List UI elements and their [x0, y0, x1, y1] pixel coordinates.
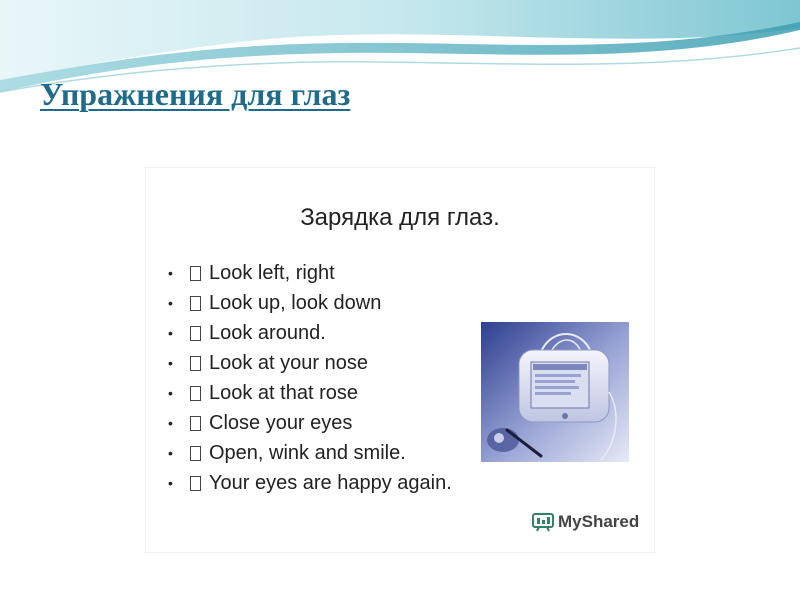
list-item-text: Close your eyes: [209, 412, 353, 434]
list-item-text: Look up, look down: [209, 292, 382, 314]
box-icon: [190, 386, 201, 401]
list-item: [168, 468, 452, 498]
list-item-text: Open, wink and smile.: [209, 442, 406, 464]
box-icon: [190, 416, 201, 431]
bullet-glyph: •: [168, 355, 173, 371]
bullet-glyph: •: [168, 475, 173, 491]
panel-heading: Зарядка для глаз.: [300, 204, 500, 231]
slide-title: Упражнения для глаз: [40, 76, 351, 112]
list-item: [168, 318, 452, 348]
list-item-text: Look around.: [209, 322, 326, 344]
box-icon: [190, 446, 201, 461]
list-item-text: Look at that rose: [209, 382, 358, 404]
myshared-logo-icon: [532, 512, 554, 532]
bullet-glyph: •: [168, 265, 173, 281]
box-icon: [190, 326, 201, 341]
list-item: [168, 438, 452, 468]
list-item: [168, 408, 452, 438]
bullet-glyph: •: [168, 415, 173, 431]
list-item: [168, 258, 452, 288]
box-icon: [190, 356, 201, 371]
watermark-logo: [532, 512, 639, 532]
bullet-glyph: •: [168, 445, 173, 461]
box-icon: [190, 476, 201, 491]
list-item: [168, 288, 452, 318]
box-icon: [190, 296, 201, 311]
bullet-glyph: •: [168, 295, 173, 311]
bullet-glyph: •: [168, 385, 173, 401]
list-item: [168, 348, 452, 378]
exercise-image-panel: [145, 167, 655, 553]
box-icon: [190, 266, 201, 281]
list-item-text: Look left, right: [209, 262, 335, 284]
list-item: [168, 378, 452, 408]
bullet-glyph: •: [168, 325, 173, 341]
list-item-text: Look at your nose: [209, 352, 368, 374]
list-item-text: Your eyes are happy again.: [209, 472, 452, 494]
device-illustration: [481, 322, 629, 462]
watermark-text: MyShared: [558, 512, 640, 531]
exercise-list: [168, 258, 452, 498]
